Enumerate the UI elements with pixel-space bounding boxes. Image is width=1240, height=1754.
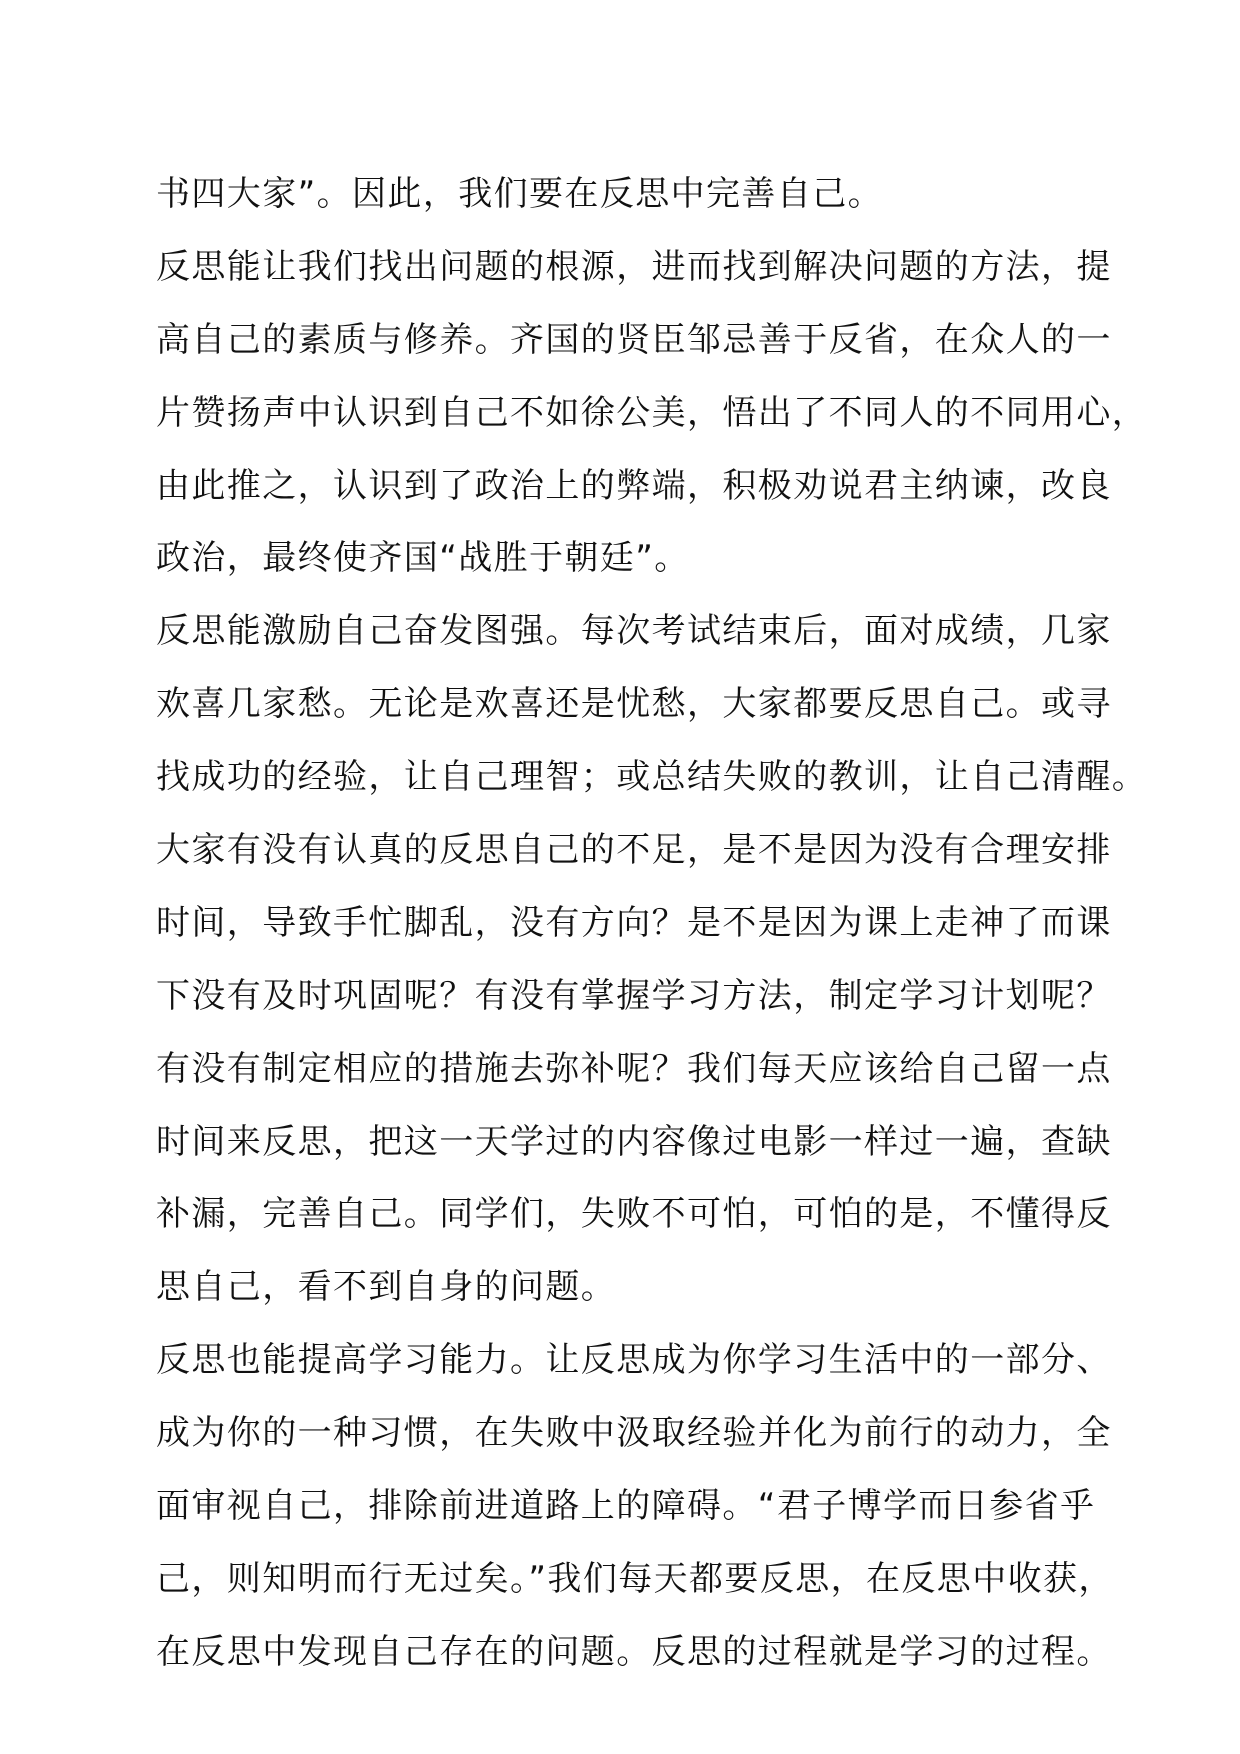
text-line-19: 面审视自己，排除前进道路上的障碍。“君子博学而日参省乎 (156, 1486, 1096, 1527)
essay-text (156, 158, 1148, 1689)
text-line-5: 由此推之，认识到了政治上的弊端，积极劝说君主纳谏，改良 (156, 465, 1112, 506)
text-line-9: 找成功的经验，让自己理智；或总结失败的教训，让自己清醒。 (156, 757, 1148, 798)
text-line-4: 片赞扬声中认识到自己不如徐公美，悟出了不同人的不同用心， (156, 392, 1148, 433)
text-line-13: 有没有制定相应的措施去弥补呢？我们每天应该给自己留一点 (156, 1048, 1112, 1089)
text-line-16: 思自己，看不到自身的问题。 (156, 1267, 617, 1308)
text-line-15: 补漏，完善自己。同学们，失败不可怕，可怕的是，不懂得反 (156, 1194, 1112, 1235)
text-line-8: 欢喜几家愁。无论是欢喜还是忧愁，大家都要反思自己。或寻 (156, 684, 1112, 725)
text-line-2: 反思能让我们找出问题的根源，进而找到解决问题的方法，提 (156, 246, 1112, 287)
text-line-11: 时间，导致手忙脚乱，没有方向？是不是因为课上走神了而课 (156, 902, 1112, 943)
text-line-3: 高自己的素质与修养。齐国的贤臣邹忌善于反省，在众人的一 (156, 319, 1112, 360)
text-line-12: 下没有及时巩固呢？有没有掌握学习方法，制定学习计划呢？ (156, 975, 1112, 1016)
text-line-10: 大家有没有认真的反思自己的不足，是不是因为没有合理安排 (156, 830, 1112, 871)
text-line-14: 时间来反思，把这一天学过的内容像过电影一样过一遍，查缺 (156, 1121, 1112, 1162)
text-line-18: 成为你的一种习惯，在失败中汲取经验并化为前行的动力，全 (156, 1413, 1112, 1454)
text-line-20: 己，则知明而行无过矣。”我们每天都要反思，在反思中收获， (156, 1558, 1114, 1599)
text-line-17: 反思也能提高学习能力。让反思成为你学习生活中的一部分、 (156, 1340, 1112, 1381)
text-line-1: 书四大家”。因此，我们要在反思中完善自己。 (156, 174, 884, 214)
text-line-6: 政治，最终使齐国“战胜于朝廷”。 (156, 538, 690, 579)
text-line-21: 在反思中发现自己存在的问题。反思的过程就是学习的过程。 (156, 1631, 1112, 1672)
text-line-7: 反思能激励自己奋发图强。每次考试结束后，面对成绩，几家 (156, 611, 1112, 652)
